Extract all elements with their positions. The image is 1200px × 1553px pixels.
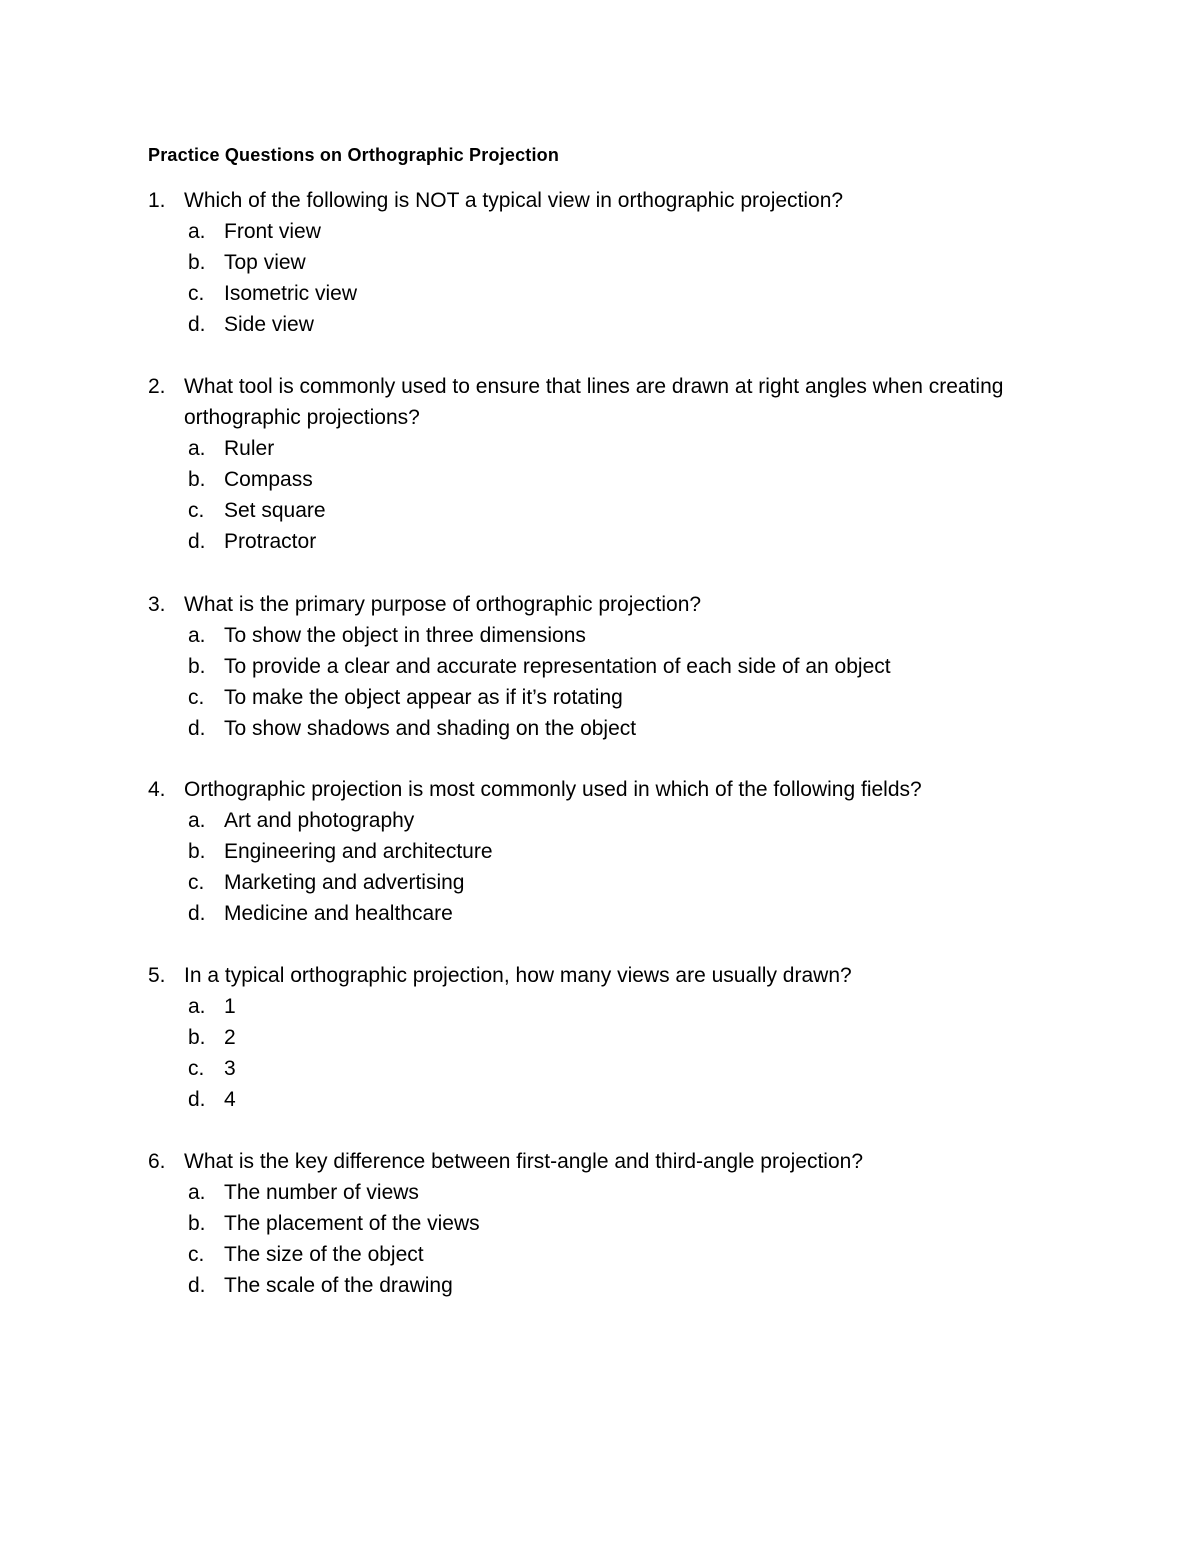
option-text: 1: [224, 995, 236, 1018]
question-number: 4.: [148, 778, 166, 801]
option-item: [148, 991, 1048, 1022]
option-text: Protractor: [224, 530, 317, 553]
option-text: Isometric view: [224, 282, 358, 305]
option-letter: a.: [188, 995, 206, 1018]
question-text: What is the key difference between first-angle and third-angle projection?: [184, 1150, 864, 1173]
option-item: [148, 464, 1048, 495]
page-title: Practice Questions on Orthographic Projection: [148, 145, 560, 165]
option-text: The size of the object: [224, 1243, 424, 1266]
option-text: Engineering and architecture: [224, 840, 493, 863]
option-item: [148, 1053, 1048, 1084]
option-text: The number of views: [224, 1181, 419, 1204]
option-item: [148, 1270, 1048, 1301]
option-text: Top view: [224, 251, 306, 274]
option-item: [148, 1177, 1048, 1208]
question-text: What tool is commonly used to ensure that lines are drawn at right angles when creating orthographic projections?: [184, 375, 1004, 429]
question-text: What is the primary purpose of orthographic projection?: [184, 593, 702, 616]
option-text: 3: [224, 1057, 236, 1080]
option-text: Marketing and advertising: [224, 871, 465, 894]
option-text: Side view: [224, 313, 314, 336]
option-item: [148, 898, 1048, 929]
option-letter: b.: [188, 1212, 206, 1235]
option-item: [148, 836, 1048, 867]
option-letter: a.: [188, 1181, 206, 1204]
question-text: Orthographic projection is most commonly used in which of the following fields?: [184, 778, 922, 801]
option-letter: b.: [188, 468, 206, 491]
question-1: [148, 185, 1048, 340]
option-item: [148, 867, 1048, 898]
question-3: [148, 589, 1048, 744]
option-item: [148, 713, 1048, 744]
option-item: [148, 526, 1048, 557]
option-text: Ruler: [224, 437, 275, 460]
option-letter: a.: [188, 624, 206, 647]
option-text: To provide a clear and accurate representation of each side of an object: [224, 655, 891, 678]
option-text: Compass: [224, 468, 313, 491]
option-item: [148, 1208, 1048, 1239]
question-stem: [148, 185, 1048, 216]
option-item: [148, 309, 1048, 340]
option-text: The placement of the views: [224, 1212, 480, 1235]
option-letter: d.: [188, 902, 206, 925]
option-item: [148, 495, 1048, 526]
option-letter: a.: [188, 220, 206, 243]
option-text: Medicine and healthcare: [224, 902, 453, 925]
option-item: [148, 278, 1048, 309]
question-4: [148, 774, 1048, 929]
question-number: 3.: [148, 593, 166, 616]
question-number: 5.: [148, 964, 166, 987]
question-number: 6.: [148, 1150, 166, 1173]
option-text: To make the object appear as if it’s rotating: [224, 686, 623, 709]
option-letter: d.: [188, 1274, 206, 1297]
question-stem: [148, 960, 1048, 991]
option-letter: b.: [188, 840, 206, 863]
question-5: [148, 960, 1048, 1115]
option-text: To show the object in three dimensions: [224, 624, 586, 647]
option-item: [148, 216, 1048, 247]
option-letter: d.: [188, 313, 206, 336]
option-text: To show shadows and shading on the object: [224, 717, 637, 740]
option-text: 2: [224, 1026, 236, 1049]
option-item: [148, 1084, 1048, 1115]
option-text: Set square: [224, 499, 326, 522]
option-item: [148, 1022, 1048, 1053]
option-item: [148, 682, 1048, 713]
option-item: [148, 1239, 1048, 1270]
option-letter: b.: [188, 655, 206, 678]
option-letter: c.: [188, 1243, 205, 1266]
option-letter: c.: [188, 1057, 205, 1080]
question-text: Which of the following is NOT a typical view in orthographic projection?: [184, 189, 844, 212]
question-6: [148, 1146, 1048, 1301]
option-text: 4: [224, 1088, 236, 1111]
question-number: 1.: [148, 189, 166, 212]
option-letter: c.: [188, 871, 205, 894]
option-letter: a.: [188, 437, 206, 460]
option-text: Front view: [224, 220, 321, 243]
question-stem: [148, 774, 1048, 805]
option-item: [148, 433, 1048, 464]
option-letter: a.: [188, 809, 206, 832]
option-letter: c.: [188, 499, 205, 522]
option-letter: b.: [188, 251, 206, 274]
option-letter: d.: [188, 1088, 206, 1111]
option-item: [148, 805, 1048, 836]
option-text: The scale of the drawing: [224, 1274, 453, 1297]
option-letter: c.: [188, 282, 205, 305]
option-letter: b.: [188, 1026, 206, 1049]
question-stem: [148, 371, 1048, 433]
question-number: 2.: [148, 375, 166, 398]
option-letter: d.: [188, 717, 206, 740]
question-2: [148, 371, 1048, 557]
question-stem: [148, 1146, 1048, 1177]
option-item: [148, 651, 1048, 682]
option-item: [148, 247, 1048, 278]
option-item: [148, 620, 1048, 651]
option-letter: d.: [188, 530, 206, 553]
option-text: Art and photography: [224, 809, 415, 832]
question-stem: [148, 589, 1048, 620]
option-letter: c.: [188, 686, 205, 709]
question-text: In a typical orthographic projection, how many views are usually drawn?: [184, 964, 852, 987]
